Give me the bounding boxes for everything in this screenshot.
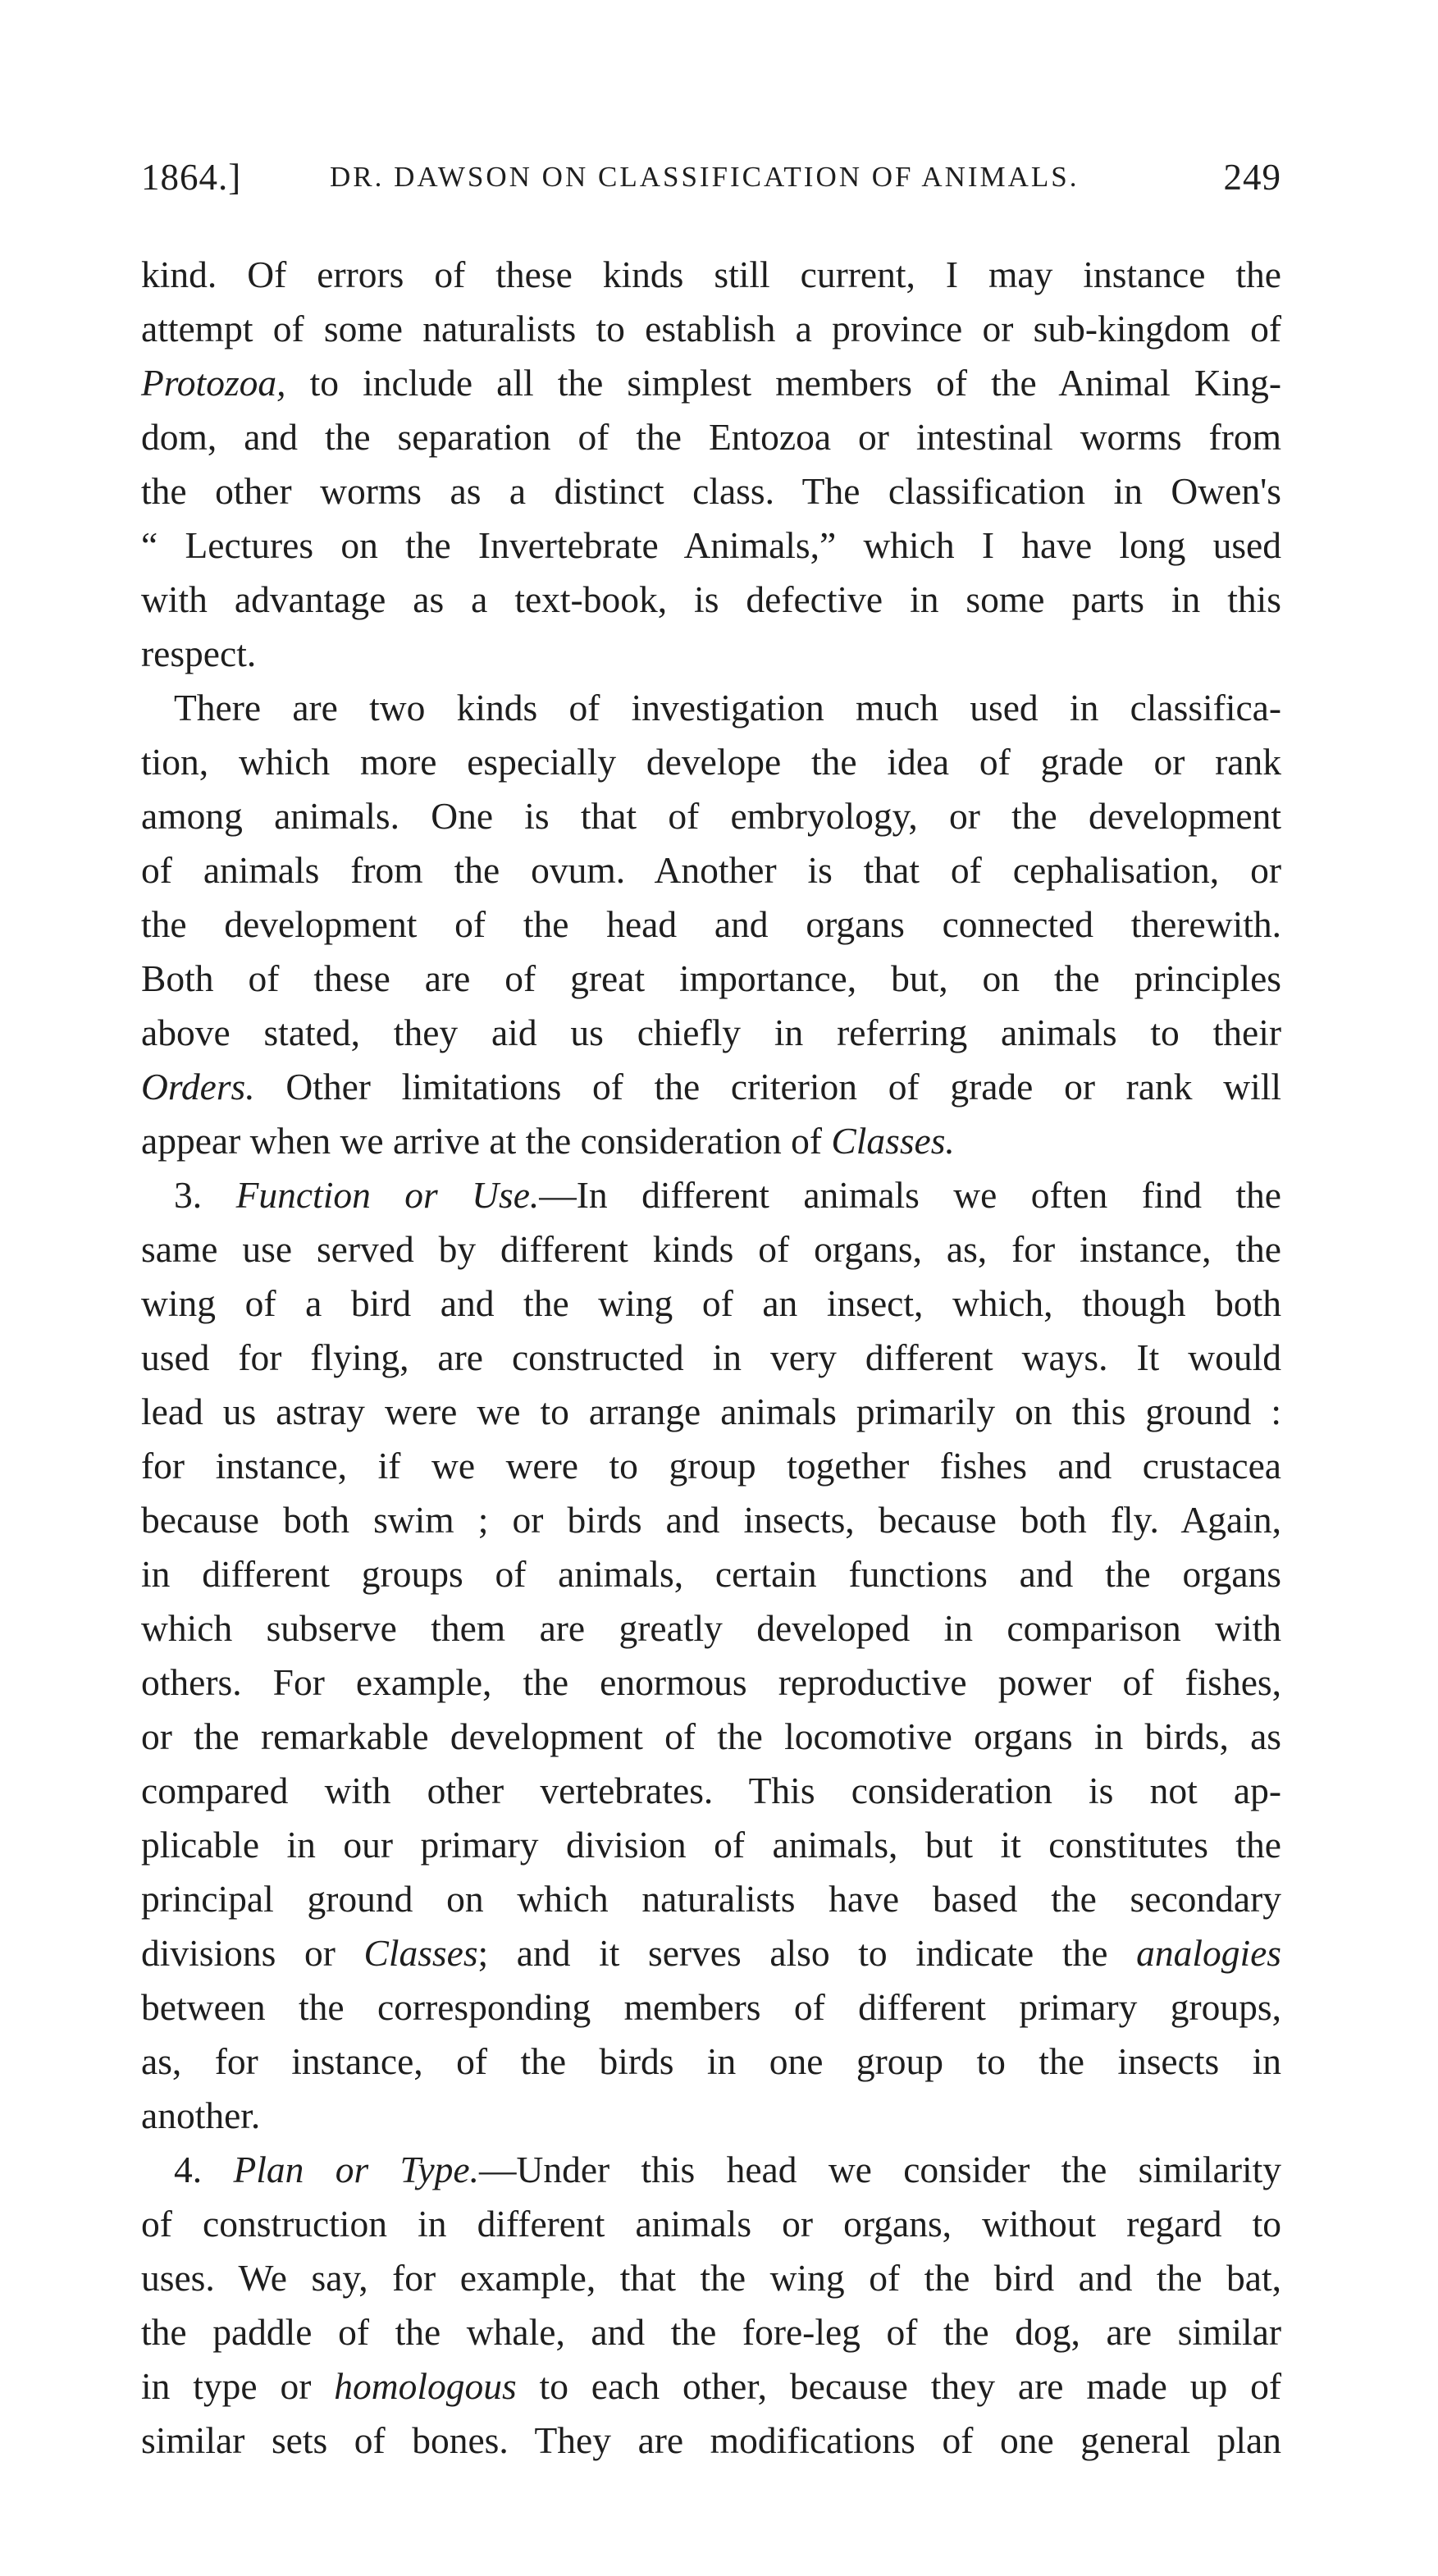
section-4-heading-line: 4. Plan or Type.—Under this head we consider the similarity bbox=[174, 2149, 1282, 2190]
text-line: respect. bbox=[141, 633, 257, 674]
text-line: or the remarkable development of the locomotive organs in birds, as bbox=[141, 1715, 1281, 1757]
text-line: same use served by different kinds of organs, as, for instance, the bbox=[141, 1228, 1281, 1270]
text-line: in type or homologous to each other, because they are made up of bbox=[141, 2365, 1281, 2407]
text-line: another. bbox=[141, 2094, 261, 2136]
text-line: dom, and the separation of the Entozoa or intestinal worms from bbox=[141, 416, 1281, 458]
text-line: lead us astray were we to arrange animals primarily on this ground : bbox=[141, 1391, 1281, 1432]
text-line: of animals from the ovum. Another is that of cephalisation, or bbox=[141, 849, 1281, 891]
text-line: “ Lectures on the Invertebrate Animals,” which I have long used bbox=[141, 524, 1281, 566]
text-line: which subserve them are greatly developed in comparison with bbox=[141, 1607, 1281, 1649]
text-line: because both swim ; or birds and insects, because both fly. Again, bbox=[141, 1499, 1281, 1541]
document-page bbox=[141, 156, 1281, 2468]
paragraph-start: There are two kinds of investigation much used in classifica- bbox=[174, 687, 1281, 728]
text-line: divisions or Classes; and it serves also to indicate the analogies bbox=[141, 1932, 1282, 1974]
header-title: DR. DAWSON ON CLASSIFICATION OF ANIMALS. bbox=[330, 161, 1080, 193]
text-line: appear when we arrive at the consideration of Classes. bbox=[141, 1120, 955, 1162]
page-number: 249 bbox=[1223, 157, 1281, 198]
text-line: the other worms as a distinct class. The classification in Owen's bbox=[141, 470, 1281, 512]
text-line: as, for instance, of the birds in one group to the insects in bbox=[141, 2040, 1281, 2082]
text-line: Orders. Other limitations of the criterion of grade or rank will bbox=[141, 1066, 1282, 1108]
text-line: tion, which more especially develope the idea of grade or rank bbox=[141, 741, 1281, 783]
text-line: the development of the head and organs connected therewith. bbox=[141, 903, 1281, 945]
text-line: among animals. One is that of embryology, or the development bbox=[141, 795, 1281, 837]
text-line: Protozoa, to include all the simplest members of the Animal King- bbox=[141, 362, 1281, 404]
text-line: with advantage as a text-book, is defective in some parts in this bbox=[141, 578, 1281, 620]
text-line: used for flying, are constructed in very different ways. It would bbox=[141, 1336, 1281, 1378]
body-text bbox=[141, 248, 1281, 2468]
text-line: principal ground on which naturalists have based the secondary bbox=[141, 1878, 1281, 1920]
text-line: attempt of some naturalists to establish a province or sub-kingdom of bbox=[141, 308, 1281, 349]
text-line: kind. Of errors of these kinds still current, I may instance the bbox=[141, 253, 1281, 295]
text-line: in different groups of animals, certain functions and the organs bbox=[141, 1553, 1281, 1595]
text-line: above stated, they aid us chiefly in referring animals to their bbox=[141, 1012, 1281, 1053]
header-year: 1864.] bbox=[141, 157, 242, 198]
text-line: uses. We say, for example, that the wing of the bird and the bat, bbox=[141, 2257, 1281, 2299]
text-line: plicable in our primary division of animals, but it constitutes the bbox=[141, 1824, 1281, 1866]
text-line: the paddle of the whale, and the fore-leg of the dog, are similar bbox=[141, 2311, 1281, 2353]
text-line: others. For example, the enormous reproductive power of fishes, bbox=[141, 1661, 1281, 1703]
text-line: for instance, if we were to group together fishes and crustacea bbox=[141, 1445, 1281, 1487]
text-line: between the corresponding members of different primary groups, bbox=[141, 1986, 1281, 2028]
section-3-heading-line: 3. Function or Use.—In different animals we often find the bbox=[174, 1174, 1281, 1216]
text-line: Both of these are of great importance, but, on the principles bbox=[141, 957, 1281, 999]
text-line: of construction in different animals or organs, without regard to bbox=[141, 2203, 1281, 2245]
running-head bbox=[141, 156, 1281, 205]
text-line: wing of a bird and the wing of an insect, which, though both bbox=[141, 1282, 1281, 1324]
text-line: similar sets of bones. They are modifications of one general plan bbox=[141, 2419, 1281, 2461]
text-line: compared with other vertebrates. This consideration is not ap- bbox=[141, 1770, 1281, 1811]
